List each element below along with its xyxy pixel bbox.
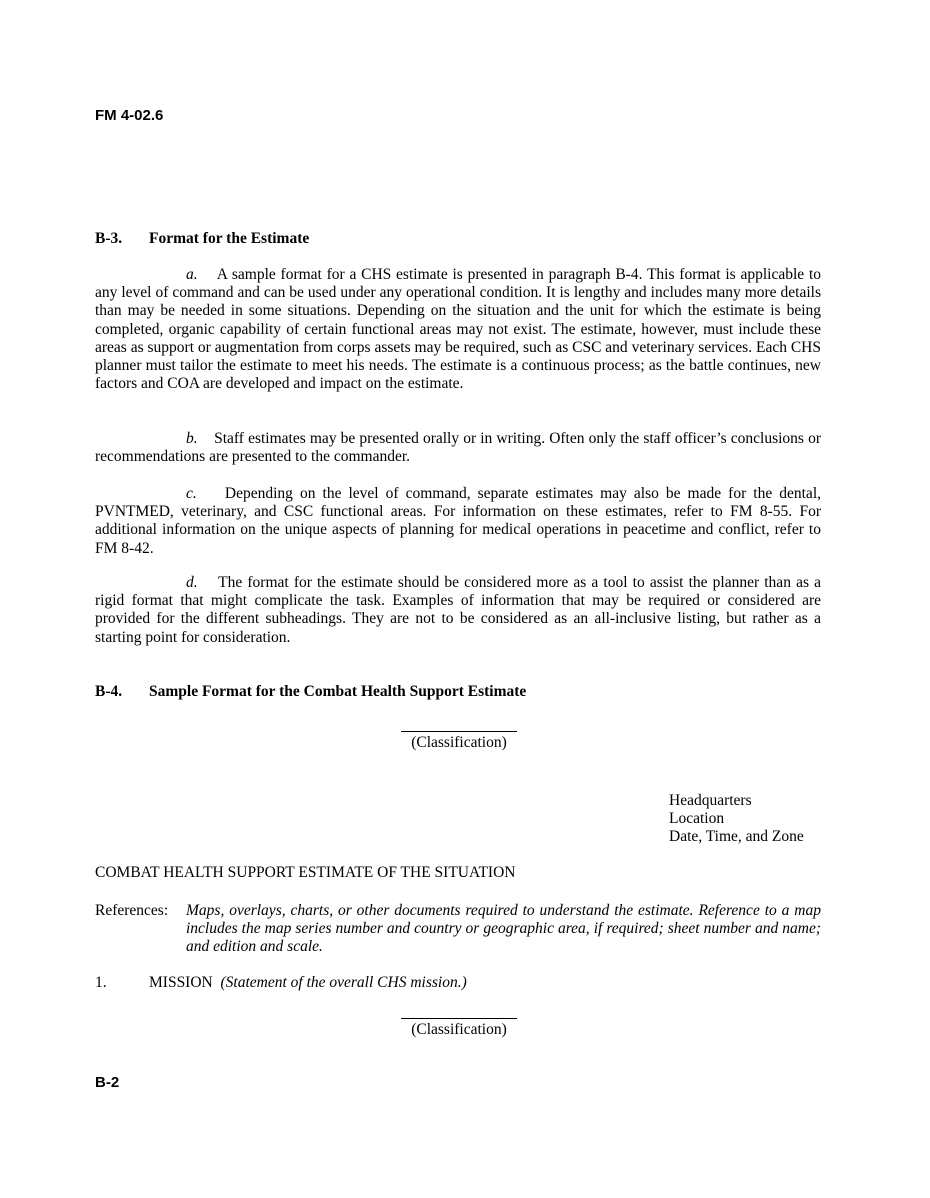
section-b3-heading bbox=[95, 230, 309, 248]
paragraph-c: c. Depending on the level of command, separate estimates may also be made for the dental, PVNTMED, veterinary, and CSC functional areas. For information on these estimates, refer to FM 8-55. For additional information on the unique aspects of planning for medical operations in peacetime and conflict, refer to FM 8-42. bbox=[95, 485, 821, 557]
section-title: Sample Format for the Combat Health Support Estimate bbox=[149, 683, 527, 700]
classification-line bbox=[401, 731, 517, 732]
mission-item bbox=[95, 974, 467, 992]
paragraph-letter: b. bbox=[186, 430, 198, 447]
paragraph-letter: c. bbox=[186, 485, 197, 502]
headquarters-block bbox=[669, 792, 804, 846]
references-label: References: bbox=[95, 902, 169, 919]
classification-top: (Classification) bbox=[400, 731, 518, 752]
document-id: FM 4-02.6 bbox=[95, 107, 164, 124]
hq-location: Location bbox=[669, 810, 725, 827]
mission-number: 1. bbox=[95, 974, 107, 991]
paragraph-b: b. Staff estimates may be presented orally or in writing. Often only the staff officer’s conclusions or recommendations are presented to the commander. bbox=[95, 430, 821, 466]
section-number: B-3. bbox=[95, 230, 123, 247]
hq-headquarters: Headquarters bbox=[669, 792, 752, 809]
mission-note: (Statement of the overall CHS mission.) bbox=[220, 974, 467, 991]
estimate-title: COMBAT HEALTH SUPPORT ESTIMATE OF THE SITUATION bbox=[95, 864, 516, 881]
classification-bottom: (Classification) bbox=[400, 1018, 518, 1039]
references-text: Maps, overlays, charts, or other documents required to understand the estimate. Reference to a map includes the map series number and country or geographic area, if required; sheet number and name; and edition and scale. bbox=[186, 902, 821, 956]
paragraph-a: a. A sample format for a CHS estimate is presented in paragraph B-4. This format is applicable to any level of command and can be used under any operational condition. It is lengthy and includes many more details than may be needed in some situations. Depending on the situation and the unit for which the estimate is being completed, organic capability of certain functional areas may not exist. The estimate, however, must include these areas as support or augmentation from corps assets may be required, such as CSC and veterinary services. Each CHS planner must tailor the estimate to meet his needs. The estimate is a continuous process; as the battle continues, new factors and COA are developed and impact on the estimate. bbox=[95, 266, 822, 393]
section-title: Format for the Estimate bbox=[149, 230, 310, 247]
section-number: B-4. bbox=[95, 683, 123, 700]
paragraph-letter: d. bbox=[186, 574, 198, 591]
hq-date-time-zone: Date, Time, and Zone bbox=[669, 828, 804, 845]
paragraph-d: d. The format for the estimate should be considered more as a tool to assist the planner than as a rigid format that might complicate the task. Examples of information that may be required or considered are provided for the different subheadings. They are not to be considered as an all-inclusive listing, but rather as a starting point for consideration. bbox=[95, 574, 821, 646]
paragraph-b4-link[interactable]: B-4 bbox=[615, 266, 639, 283]
classification-line bbox=[401, 1018, 517, 1019]
section-b4-heading bbox=[95, 683, 526, 701]
page-number: B-2 bbox=[95, 1074, 120, 1091]
paragraph-letter: a. bbox=[186, 266, 198, 283]
mission-label: MISSION bbox=[149, 974, 213, 991]
references-block bbox=[95, 902, 821, 957]
